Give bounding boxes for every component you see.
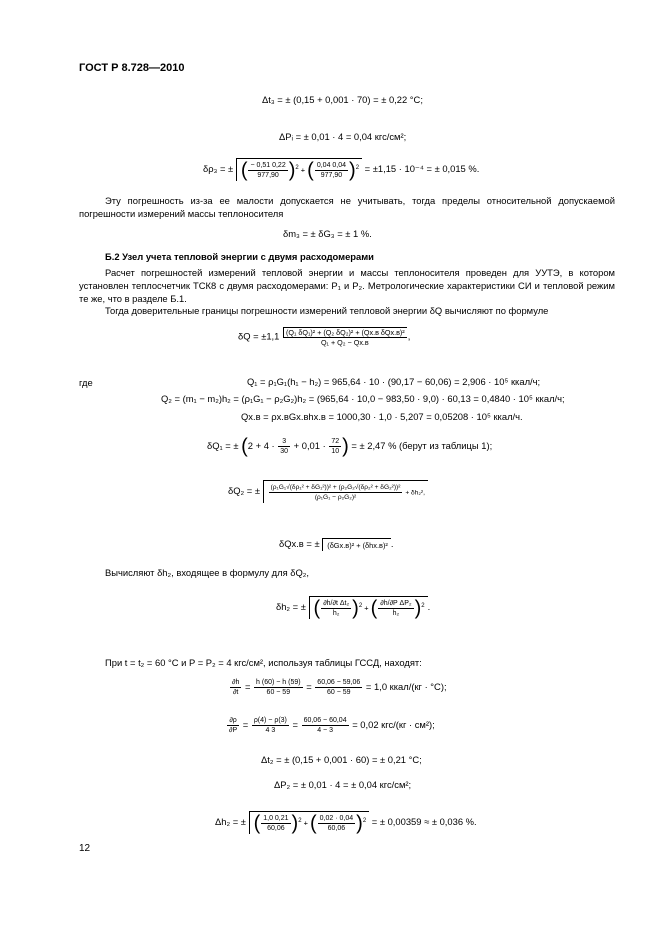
formula-dQ2: δQ₂ = ± $\frac{\text{(ρ₁G₁√(δρ₁² + δG₁²))² + (ρ₂G₂√(δρ₂² + δG₂²))²}}{\text{(ρ₁G₁ − ρ₂G₂)²}}$ + δh₂²,	[228, 480, 428, 503]
formula-drho3: δρ₃ = ± ( $\frac{- 0,51 0,22}{977,90}$ )$^2$ + ( $\frac{0,04 0,04}{977,90}$ )$^2$ = ±1,15 · 10⁻⁴ = ± 0,015 %.	[203, 159, 480, 182]
paragraph-p1: Эту погрешность из-за ее малости допускается не учитывать, тогда пределы относительной допускаемой погрешности измерений массы теплоносителя	[79, 195, 615, 220]
section-title: Б.2 Узел учета тепловой энергии с двумя расходомерами	[105, 251, 374, 262]
formula-dQ: δQ = ±1,1 (Q₁ δQ₁)² + (Q₂ δQ₂)² + (Qх.в δQх.в)² Q₁ + Q₂ − Qх.в ,	[238, 328, 411, 347]
formula-Q1: Q₁ = ρ₁G₁(h₁ − h₂) = 965,64 · 10 · (90,17 − 60,06) = 2,906 · 10⁵ ккал/ч;	[247, 376, 541, 387]
formula-dh2-value: Δh₂ = ± ( $\frac{1,0 0,21}{60,06}$ )$^2$ + ( $\frac{0,02 \cdot 0,04}{60,06}$ )$^2$ = ± 0,00359 ≈ ± 0,036 %.	[215, 812, 477, 835]
formula-Q2: Q₂ = (m₁ − m₂)h₂ = (ρ₁G₁ − ρ₂G₂)h₂ = (965,64 · 10,0 − 983,50 · 9,0) · 60,13 = 0,4840 · 10⁵ ккал/ч;	[161, 393, 565, 404]
formula-dt3: Δt₃ = ± (0,15 + 0,001 · 70) = ± 0,22 °С;	[262, 94, 423, 105]
paragraph-p2: Расчет погрешностей измерений тепловой энергии и массы теплоносителя проведен для УУТЭ, в котором установлен теплосчетчик ТСК8 с двумя расходомерами: P₁ и P₂. Метрологические характеристики СИ и тепловой режим те же, что в разделе Б.1.	[79, 267, 615, 305]
paragraph-conditions: При t = t₂ = 60 °С и P = P₂ = 4 кгс/см², используя таблицы ГССД, находят:	[105, 657, 422, 668]
formula-drhodP: $\frac{\partial\rho}{\partial P}$ = $\frac{\rho(4) - \rho(3)}{4 3}$ = $\frac{60,06 - 60,04}{4 - 3}$ = 0,02 кгс/(кг · см²);	[229, 717, 435, 734]
formula-dP2: ΔP₂ = ± 0,01 · 4 = ± 0,04 кгс/см²;	[274, 779, 412, 790]
formula-dQ1: δQ₁ = ± (2 + 4 · $\frac{3}{30}$ + 0,01 · $\frac{72}{10}$ ) = ± 2,47 % (берут из таблицы 1);	[207, 435, 493, 458]
page-number: 12	[79, 843, 91, 854]
paragraph-p3: Тогда доверительные границы погрешности измерений тепловой энергии δQ вычисляют по формуле	[105, 305, 549, 316]
where-label: где	[79, 377, 93, 388]
formula-dQxv: δQх.в = ± (δGх.в)² + (δhх.в)² .	[279, 538, 394, 551]
paragraph-dh2: Вычисляют δh₂, входящее в формулу для δQ₂,	[105, 567, 310, 578]
formula-Qxv: Qх.в = ρх.вGх.вhх.в = 1000,30 · 1,0 · 5,207 = 0,05208 · 10⁵ ккал/ч.	[241, 411, 523, 422]
formula-dPi: ΔPᵢ = ± 0,01 · 4 = 0,04 кгс/см²;	[279, 131, 407, 142]
formula-dt2: Δt₂ = ± (0,15 + 0,001 · 60) = ± 0,21 °С;	[261, 754, 422, 765]
formula-dm3: δm₃ = ± δG₃ = ± 1 %.	[283, 228, 372, 239]
formula-dh2: δh₂ = ± ( $\frac{\text{∂h/∂t Δt₂}}{\text{h₂}}$ )$^2$ + ( $\frac{\text{∂h/∂P ΔP₂}}{\text{h₂}}$ )$^2$ .	[276, 597, 431, 620]
formula-dhdt: $\frac{\partial h}{\partial t}$ = $\frac{h (60) - h (59)}{60 - 59}$ = $\frac{60,06 - 59,06}{60 - 59}$ = 1,0 ккал/(кг · °С);	[232, 679, 447, 696]
document-header: ГОСТ Р 8.728—2010	[79, 62, 185, 74]
